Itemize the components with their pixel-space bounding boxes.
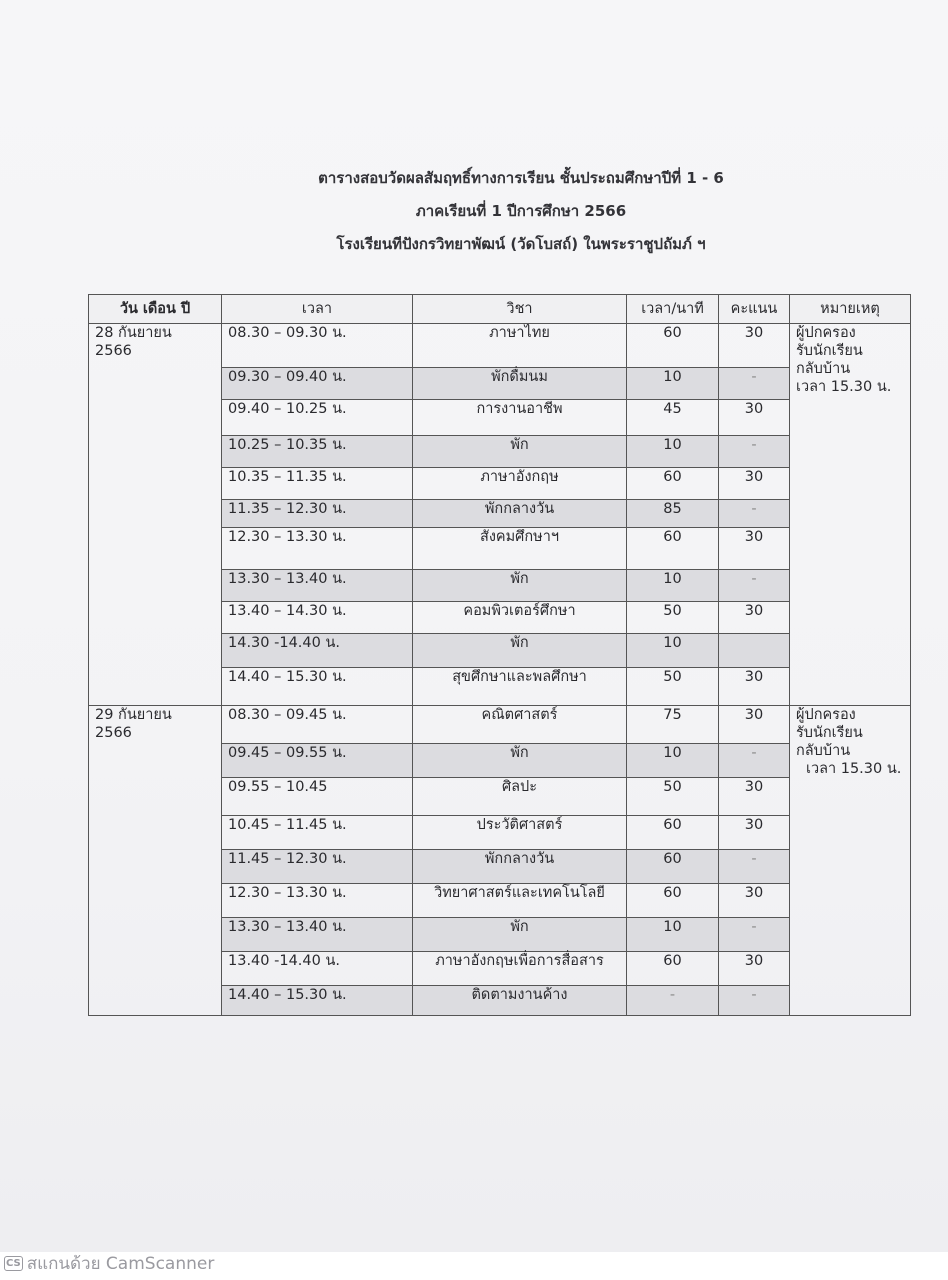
- exam-subject: พัก: [413, 436, 627, 468]
- col-header-score: คะแนน: [719, 295, 790, 324]
- exam-score: -: [719, 500, 790, 528]
- exam-subject: สังคมศึกษาฯ: [413, 528, 627, 570]
- remark-line: เวลา 15.30 น.: [796, 379, 892, 396]
- exam-subject: พักดื่มนม: [413, 368, 627, 400]
- exam-subject: พัก: [413, 918, 627, 952]
- exam-score: 30: [719, 816, 790, 850]
- exam-time: 14.40 – 15.30 น.: [222, 668, 413, 706]
- exam-minutes: 10: [627, 436, 719, 468]
- remark-line: รับนักเรียน: [796, 343, 863, 360]
- exam-minutes: 60: [627, 528, 719, 570]
- exam-subject: สุขศึกษาและพลศึกษา: [413, 668, 627, 706]
- exam-subject: ติดตามงานค้าง: [413, 986, 627, 1016]
- exam-minutes: 10: [627, 570, 719, 602]
- exam-minutes: 10: [627, 744, 719, 778]
- exam-minutes: 75: [627, 706, 719, 744]
- col-header-minutes: เวลา/นาที: [627, 295, 719, 324]
- table-body: [89, 324, 911, 1016]
- exam-subject: พักกลางวัน: [413, 500, 627, 528]
- exam-time: 09.45 – 09.55 น.: [222, 744, 413, 778]
- exam-minutes: 60: [627, 468, 719, 500]
- exam-minutes: 10: [627, 918, 719, 952]
- table-row: [89, 706, 911, 744]
- remark-line: รับนักเรียน: [796, 725, 863, 742]
- exam-score: -: [719, 570, 790, 602]
- exam-minutes: 60: [627, 952, 719, 986]
- exam-time: 09.40 – 10.25 น.: [222, 400, 413, 436]
- exam-minutes: 60: [627, 884, 719, 918]
- camscanner-text: สแกนด้วย CamScanner: [26, 1254, 215, 1274]
- exam-time: 08.30 – 09.45 น.: [222, 706, 413, 744]
- camscanner-watermark: [4, 1250, 214, 1277]
- exam-time: 12.30 – 13.30 น.: [222, 884, 413, 918]
- exam-minutes: 50: [627, 668, 719, 706]
- exam-minutes: 60: [627, 816, 719, 850]
- exam-subject: ภาษาอังกฤษเพื่อการสื่อสาร: [413, 952, 627, 986]
- remark-line: ผู้ปกครอง: [796, 325, 856, 341]
- exam-score: [719, 634, 790, 668]
- exam-subject: คอมพิวเตอร์ศึกษา: [413, 602, 627, 634]
- exam-time: 09.30 – 09.40 น.: [222, 368, 413, 400]
- page-title: ตารางสอบวัดผลสัมฤทธิ์ทางการเรียน ชั้นประถมศึกษาปีที่ 1 - 6: [318, 169, 724, 187]
- exam-minutes: 10: [627, 368, 719, 400]
- exam-score: -: [719, 436, 790, 468]
- remark-cell: [790, 324, 911, 706]
- school-name: โรงเรียนทีปังกรวิทยาพัฒน์ (วัดโบสถ์) ในพระราชูปถัมภ์ ฯ: [336, 235, 706, 253]
- col-header-time: เวลา: [222, 295, 413, 324]
- exam-minutes: 10: [627, 634, 719, 668]
- exam-subject: พัก: [413, 570, 627, 602]
- exam-score: 30: [719, 400, 790, 436]
- remark-line: เวลา 15.30 น.: [806, 761, 902, 778]
- exam-date-cell: [89, 706, 222, 1016]
- remark-line: กลับบ้าน: [796, 743, 851, 760]
- exam-score: -: [719, 850, 790, 884]
- exam-date: 29 กันยายน: [95, 707, 172, 723]
- exam-time: 10.25 – 10.35 น.: [222, 436, 413, 468]
- exam-schedule-table: [88, 294, 911, 1016]
- exam-time: 11.45 – 12.30 น.: [222, 850, 413, 884]
- remark-cell: [790, 706, 911, 1016]
- exam-time: 12.30 – 13.30 น.: [222, 528, 413, 570]
- exam-minutes: 60: [627, 324, 719, 368]
- exam-score: -: [719, 918, 790, 952]
- col-header-subject: วิชา: [413, 295, 627, 324]
- remark-line: ผู้ปกครอง: [796, 707, 856, 723]
- exam-time: 13.30 – 13.40 น.: [222, 570, 413, 602]
- exam-score: 30: [719, 468, 790, 500]
- exam-score: 30: [719, 324, 790, 368]
- exam-score: 30: [719, 528, 790, 570]
- exam-score: 30: [719, 778, 790, 816]
- exam-subject: ประวัติศาสตร์: [413, 816, 627, 850]
- exam-minutes: 85: [627, 500, 719, 528]
- exam-score: 30: [719, 706, 790, 744]
- exam-minutes: 50: [627, 602, 719, 634]
- exam-time: 14.30 -14.40 น.: [222, 634, 413, 668]
- exam-time: 08.30 – 09.30 น.: [222, 324, 413, 368]
- exam-score: -: [719, 986, 790, 1016]
- exam-time: 14.40 – 15.30 น.: [222, 986, 413, 1016]
- exam-date-cell: [89, 324, 222, 706]
- exam-subject: ภาษาอังกฤษ: [413, 468, 627, 500]
- remark-line: กลับบ้าน: [796, 361, 851, 378]
- exam-subject: การงานอาชีพ: [413, 400, 627, 436]
- exam-time: 13.40 -14.40 น.: [222, 952, 413, 986]
- exam-score: 30: [719, 602, 790, 634]
- exam-subject: พักกลางวัน: [413, 850, 627, 884]
- col-header-note: หมายเหตุ: [790, 295, 911, 324]
- exam-score: 30: [719, 884, 790, 918]
- exam-year: 2566: [95, 343, 132, 360]
- exam-date: 28 กันยายน: [95, 325, 172, 341]
- exam-score: -: [719, 744, 790, 778]
- exam-minutes: 45: [627, 400, 719, 436]
- exam-year: 2566: [95, 725, 132, 742]
- exam-subject: พัก: [413, 744, 627, 778]
- table-header-row: [89, 295, 911, 324]
- exam-score: -: [719, 368, 790, 400]
- exam-subject: วิทยาศาสตร์และเทคโนโลยี: [413, 884, 627, 918]
- exam-minutes: 60: [627, 850, 719, 884]
- exam-score: 30: [719, 668, 790, 706]
- exam-time: 13.30 – 13.40 น.: [222, 918, 413, 952]
- exam-minutes: -: [627, 986, 719, 1016]
- exam-time: 13.40 – 14.30 น.: [222, 602, 413, 634]
- exam-subject: ภาษาไทย: [413, 324, 627, 368]
- exam-subject: ศิลปะ: [413, 778, 627, 816]
- camscanner-logo-icon: CS: [6, 1258, 21, 1269]
- exam-minutes: 50: [627, 778, 719, 816]
- exam-time: 10.45 – 11.45 น.: [222, 816, 413, 850]
- table-row: [89, 324, 911, 368]
- exam-score: 30: [719, 952, 790, 986]
- exam-subject: คณิตศาสตร์: [413, 706, 627, 744]
- exam-time: 11.35 – 12.30 น.: [222, 500, 413, 528]
- col-header-date: วัน เดือน ปี: [89, 295, 222, 324]
- exam-subject: พัก: [413, 634, 627, 668]
- exam-time: 10.35 – 11.35 น.: [222, 468, 413, 500]
- exam-time: 09.55 – 10.45: [222, 778, 413, 816]
- term-subtitle: ภาคเรียนที่ 1 ปีการศึกษา 2566: [415, 202, 627, 220]
